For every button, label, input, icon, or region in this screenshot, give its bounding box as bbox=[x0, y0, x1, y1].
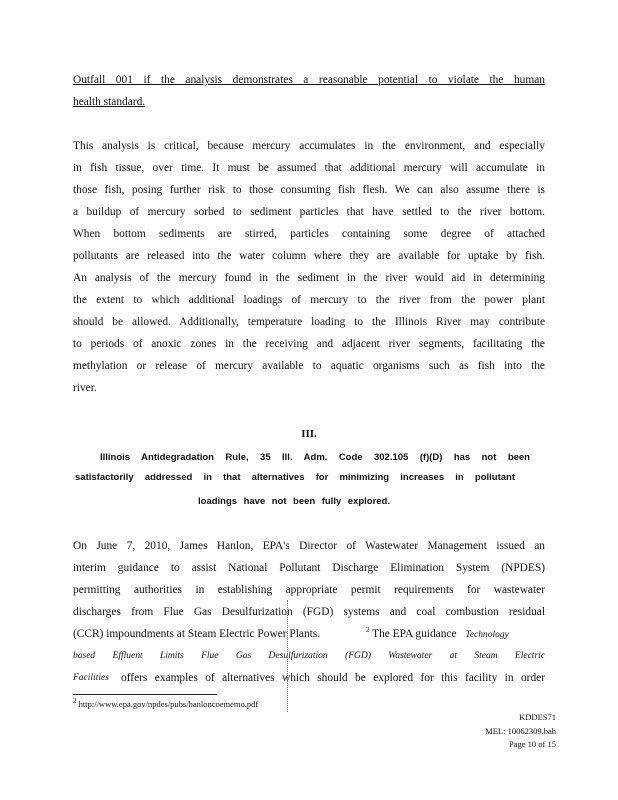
section-heading-line: Illinois Antidegradation Rule, 35 Ill. Adm. Code 302.105 (f)(D) has not been bbox=[100, 452, 530, 463]
paragraph-line: river. bbox=[73, 382, 97, 394]
paragraph-line: permitting authorities in establishing appropriate permit requirements for wastewater bbox=[73, 584, 545, 596]
paragraph-line: Outfall 001 if the analysis demonstrates a reasonable potential to violate the human bbox=[73, 74, 545, 86]
paragraph-line: methylation or release of mercury available to aquatic organisms such as fish into the bbox=[73, 360, 545, 372]
paragraph-line: discharges from Flue Gas Desulfurization (FGD) systems and coal combustion residual bbox=[73, 606, 545, 618]
footer-page-number: Page 10 of 15 bbox=[509, 739, 556, 749]
footnote bbox=[73, 699, 258, 709]
paragraph-line: to periods of anoxic zones in the receiving and adjacent river segments, facilitating the bbox=[73, 338, 545, 350]
paragraph-line: An analysis of the mercury found in the sediment in the river would aid in determining bbox=[73, 272, 545, 284]
footer-doc-id: KDDES71 bbox=[519, 712, 556, 722]
footnote-divider bbox=[73, 694, 217, 695]
guidance-title-end: Facilities bbox=[73, 673, 109, 683]
paragraph-line: When bottom sediments are stirred, particles containing some degree of attached bbox=[73, 228, 545, 240]
footnote-mark: 2 bbox=[73, 697, 77, 706]
paragraph-line: On June 7, 2010, James Hanlon, EPA's Director of Wastewater Management issued an bbox=[73, 540, 545, 552]
paragraph-line: pollutants are released into the water column where they are available for uptake by fish. bbox=[73, 250, 545, 262]
footnote-reference: 2 bbox=[366, 626, 370, 635]
footer-mel: MEL: 10062309.bah bbox=[485, 726, 556, 736]
guidance-title-line: based Effluent Limits Flue Gas Desulfurization (FGD) Wastewater at Steam Electric bbox=[73, 651, 545, 661]
footnote-url: http://www.epa.gov/npdes/pubs/hanloncoememo.pdf bbox=[78, 699, 259, 709]
paragraph-line: the extent to which additional loadings of mercury to the river from the power plant bbox=[73, 294, 545, 306]
paragraph-line: health standard. bbox=[73, 96, 146, 108]
section-heading-line: satisfactorily addressed in that alternatives for minimizing increases in pollutant bbox=[75, 472, 515, 483]
paragraph-line: interim guidance to assist National Pollutant Discharge Elimination System (NPDES) bbox=[73, 562, 545, 574]
paragraph-line: This analysis is critical, because mercury accumulates in the environment, and especially bbox=[73, 140, 545, 152]
section-number: III. bbox=[301, 428, 317, 440]
paragraph-line: in fish tissue, over time. It must be assumed that additional mercury will accumulate in bbox=[73, 162, 545, 174]
guidance-intro: The EPA guidance bbox=[372, 628, 457, 640]
section-heading-line: loadings have not been fully explored. bbox=[198, 496, 390, 507]
guidance-title-start: Technology bbox=[465, 630, 509, 640]
paragraph-line: those fish, posing further risk to those consuming fish flesh. We can also assume there is bbox=[73, 184, 545, 196]
paragraph-line: should be allowed. Additionally, temperature loading to the Illinois River may contribute bbox=[73, 316, 545, 328]
guidance-reference bbox=[366, 624, 509, 644]
tracking-mark bbox=[287, 600, 288, 712]
paragraph-line: offers examples of alternatives which should be explored for this facility in order bbox=[121, 672, 545, 684]
paragraph-line: a buildup of mercury sorbed to sediment particles that have settled to the river bottom. bbox=[73, 206, 545, 218]
paragraph-line: (CCR) impoundments at Steam Electric Power Plants. bbox=[73, 628, 321, 640]
